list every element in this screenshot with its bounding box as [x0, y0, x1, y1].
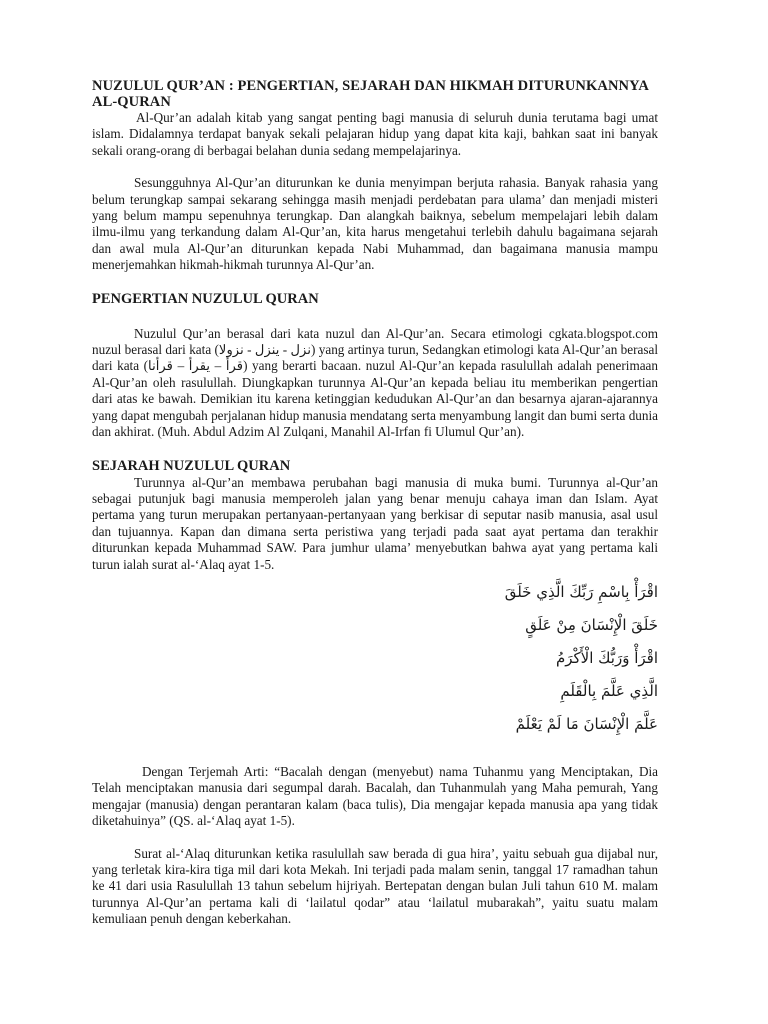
- intro-paragraph-2: Sesungguhnya Al-Qur’an diturunkan ke dunia menyimpan berjuta rahasia. Banyak rahasia yang belum terungkap sampai sekarang sehingga masih menjadi perdebatan para ulama’ dan menjadi misteri yang belum mampu sepenuhnya terungkap. Dan alangkah baiknya, sebelum mempelajari lebih dalam ilmu-ilmu yang terkandung dalam Al-Qur’an, kita harus mengetahui terlebih dahulu bagaimana sejarah dan awal mula Al-Qur’an diturunkan kepada Nabi Muhammad, dan bagaimana manusia mampu menerjemahkan hikmah-hikmah turunnya Al-Qur’an.: [92, 175, 658, 273]
- sejarah-paragraph-1: Turunnya al-Qur’an membawa perubahan bagi manusia di muka bumi. Turunnya al-Qur’an sebagai putunjuk bagi manusia memperoleh jalan yang benar menuju cahaya iman dan Islam. Ayat pertama yang turun merupakan pertanyaan-pertanyaan yang berkisar di seputar nasib manusia, asal usul dan tujuannya. Kapan dan dimana serta peristiwa yang terjadi pada saat ayat pertama dan terakhir diturunkan kepada Muhammad SAW. Para jumhur ulama’ menyebutkan bahwa ayat yang pertama kali turun ialah surat al-‘Alaq ayat 1-5.: [92, 474, 658, 572]
- sejarah-paragraph-2: Dengan Terjemah Arti: “Bacalah dengan (menyebut) nama Tuhanmu yang Menciptakan, Dia Telah menciptakan manusia dari segumpal darah. Bacalah, dan Tuhanmulah yang Maha pemurah, Yang mengajar (manusia) dengan perantaran kalam (baca tulis), Dia mengajar kepada manusia apa yang tidak diketahuinya” (QS. al-‘Alaq ayat 1-5).: [92, 763, 658, 829]
- ayat-line-1: اقْرَأْ بِاسْمِ رَبِّكَ الَّذِي خَلَقَ: [504, 582, 658, 601]
- intro-paragraph-1: Al-Qur’an adalah kitab yang sangat penting bagi manusia di seluruh dunia terutama bagi umat islam. Didalamnya terdapat banyak sekali pelajaran hidup yang dapat kita kaji, bahkan saat ini banyak sekali orang-orang di berbagai belahan dunia sedang mempelajarinya.: [92, 110, 658, 158]
- ayat-block: [92, 577, 658, 742]
- heading-pengertian: PENGERTIAN NUZULUL QURAN: [92, 290, 319, 307]
- pengertian-paragraph: Nuzulul Qur’an berasal dari kata nuzul dan Al-Qur’an. Secara etimologi cgkata.blogspot.com nuzul berasal dari kata (نزل - ينزل - نزولا) yang artinya turun, Sedangkan etimologi kata Al-Qur’an berasal dari kata (قرأ – يقرأ – قرأنا) yang berarti bacaan. nuzul Al-Qur’an kepada rasulullah adalah penerimaan Al-Qur’an oleh rasulullah. Diungkapkan turunnya Al-Qur’an kepada beliau itu memberikan pengertian dari atas ke bawah. Demikian itu karena ketinggian kedudukan Al-Qur’an dan besarnya ajaran-ajarannya yang dapat mengubah perjalanan hidup manusia mendatang serta menyambung langit dan bumi serta dunia dan akhirat. (Muh. Abdul Adzim Al Zulqani, Manahil Al-Irfan fi Ulumul Qur’an).: [92, 325, 659, 440]
- sejarah-paragraph-3: Surat al-‘Alaq diturunkan ketika rasulullah saw berada di gua hira’, yaitu sebuah gua dijabal nur, yang terletak kira-kira tiga mil dari kota Mekah. Ini terjadi pada malam senin, tanggal 17 ramadhan tahun ke 41 dari usia Rasulullah 13 tahun sebelum hijriyah. Bertepatan dengan bulan Juli tahun 610 M. malam turunnya Al-Qur’an pertama kali di ‘lailatul qodar” atau ‘lailatul mubarakah”, yaitu suatu malam kemuliaan penuh dengan keberkahan.: [92, 845, 658, 927]
- ayat-line-3: اقْرَأْ وَرَبُّكَ الْأَكْرَمُ: [555, 648, 658, 667]
- ayat-line-5: عَلَّمَ الْإِنْسَانَ مَا لَمْ يَعْلَمْ: [515, 714, 658, 733]
- document-title: NUZULUL QUR’AN : PENGERTIAN, SEJARAH DAN HIKMAH DITURUNKANNYA AL-QURAN: [92, 78, 649, 110]
- heading-sejarah: SEJARAH NUZULUL QURAN: [92, 457, 291, 474]
- ayat-line-2: خَلَقَ الْإِنْسَانَ مِنْ عَلَقٍ: [525, 615, 658, 634]
- ayat-line-4: الَّذِي عَلَّمَ بِالْقَلَمِ: [560, 681, 658, 700]
